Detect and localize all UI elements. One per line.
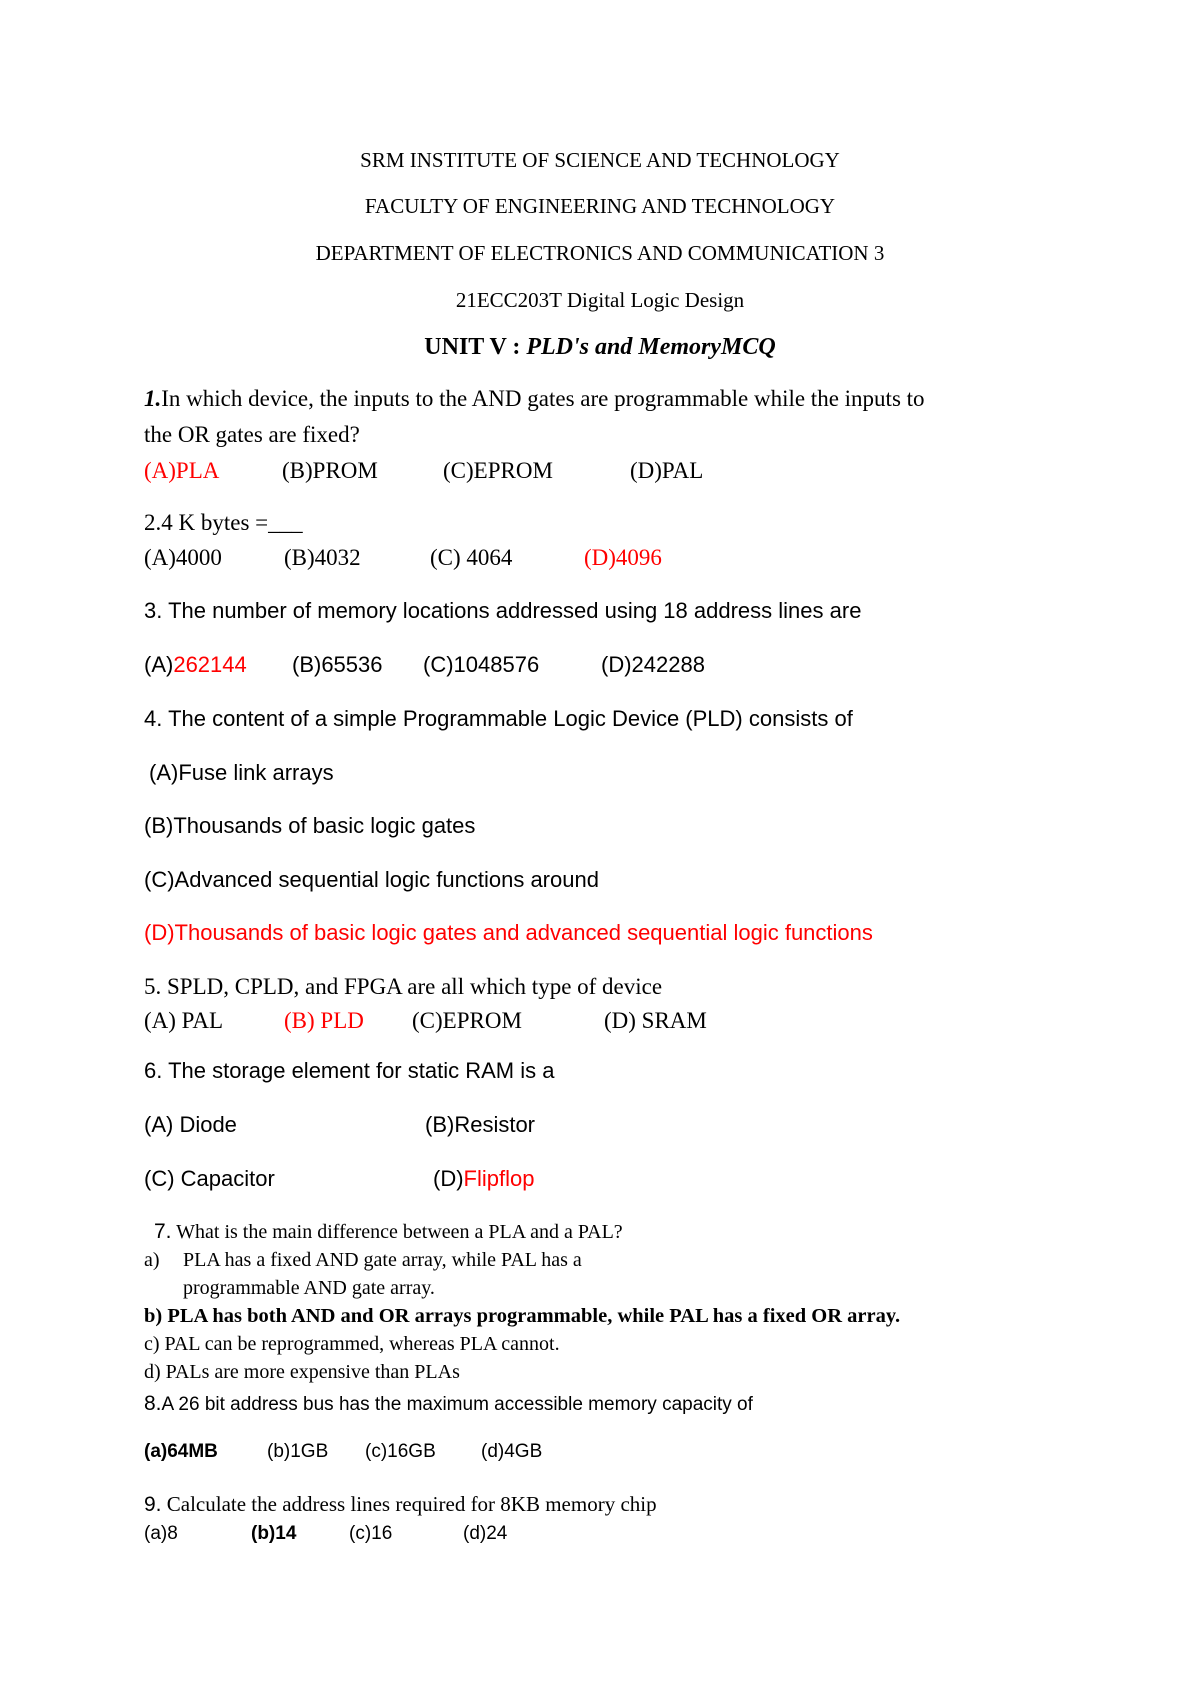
faculty-title: FACULTY OF ENGINEERING AND TECHNOLOGY	[364, 194, 836, 218]
question-2-option-b: (B)4032	[284, 545, 361, 570]
question-4-option-c: (C)Advanced sequential logic functions around	[144, 867, 599, 892]
question-1-number: 1.	[144, 386, 162, 411]
question-7-number: 7.	[154, 1220, 172, 1243]
question-2-option-a: (A)4000	[144, 545, 222, 570]
question-3-option-c: (C)1048576	[423, 652, 540, 677]
question-1-option-a: (A)PLA	[144, 458, 220, 483]
question-9-option-c: (c)16	[349, 1523, 393, 1544]
question-2-option-c: (C) 4064	[430, 545, 513, 570]
question-1-option-c: (C)EPROM	[443, 458, 553, 483]
question-1-text-line2: the OR gates are fixed?	[144, 422, 360, 447]
question-1-text: In which device, the inputs to the AND gates are programmable while the inputs to	[161, 386, 925, 411]
question-6-option-d-label: (D)	[433, 1166, 464, 1191]
question-8-option-a: (a)64MB	[144, 1441, 218, 1462]
question-7-option-a-label: a)	[144, 1249, 160, 1271]
question-3-option-a-label: (A)	[144, 652, 174, 677]
question-9	[144, 1492, 657, 1517]
question-6-option-b: (B)Resistor	[425, 1112, 536, 1137]
question-8-option-d: (d)4GB	[481, 1441, 543, 1462]
question-7-option-d: d) PALs are more expensive than PLAs	[144, 1361, 460, 1383]
question-8-option-b: (b)1GB	[267, 1441, 329, 1462]
question-3-option-a-value: 262144	[173, 652, 247, 677]
question-8-number: 8.	[144, 1392, 162, 1415]
question-5-option-b: (B) PLD	[284, 1008, 364, 1033]
question-7	[154, 1220, 623, 1244]
question-7-text: What is the main difference between a PLA and a PAL?	[171, 1221, 623, 1243]
question-9-text: Calculate the address lines required for 8KB memory chip	[161, 1492, 657, 1516]
question-6-text: 6. The storage element for static RAM is a	[144, 1058, 555, 1083]
question-6-option-a: (A) Diode	[144, 1112, 237, 1137]
question-6-option-d-value: Flipflop	[463, 1166, 535, 1191]
unit-label: UNIT V :	[424, 334, 521, 360]
question-4-option-b: (B)Thousands of basic logic gates	[144, 813, 476, 838]
question-2-option-d: (D)4096	[584, 545, 662, 570]
question-4-option-a: (A)Fuse link arrays	[149, 760, 334, 785]
question-5-option-c: (C)EPROM	[412, 1008, 522, 1033]
unit-heading	[0, 334, 1200, 361]
question-5-option-d: (D) SRAM	[604, 1008, 707, 1033]
question-1-option-d: (D)PAL	[630, 458, 704, 483]
question-7-option-a-line2: programmable AND gate array.	[183, 1277, 435, 1299]
question-3-text: 3. The number of memory locations addressed using 18 address lines are	[144, 598, 862, 623]
question-9-option-b: (b)14	[251, 1523, 297, 1544]
question-9-option-d: (d)24	[463, 1523, 508, 1544]
question-8	[144, 1392, 753, 1416]
institute-title: SRM INSTITUTE OF SCIENCE AND TECHNOLOGY	[360, 148, 840, 172]
question-5-text: 5. SPLD, CPLD, and FPGA are all which type of device	[144, 974, 663, 999]
question-8-text: A 26 bit address bus has the maximum accessible memory capacity of	[161, 1394, 753, 1415]
question-6-option-c: (C) Capacitor	[144, 1166, 275, 1191]
question-8-option-c: (c)16GB	[365, 1441, 436, 1462]
question-4-text: 4. The content of a simple Programmable Logic Device (PLD) consists of	[144, 706, 853, 731]
question-7-option-c: c) PAL can be reprogrammed, whereas PLA cannot.	[144, 1333, 560, 1355]
question-1-option-b: (B)PROM	[282, 458, 378, 483]
question-3-option-d: (D)242288	[601, 652, 705, 677]
question-9-option-a: (a)8	[144, 1523, 178, 1544]
question-2-text: 2.4 K bytes =___	[144, 510, 303, 535]
course-title: 21ECC203T Digital Logic Design	[455, 288, 745, 312]
question-3-option-b: (B)65536	[292, 652, 383, 677]
question-3-option-a	[144, 652, 247, 678]
question-4-option-d: (D)Thousands of basic logic gates and advanced sequential logic functions	[144, 920, 873, 945]
question-7-option-a-line1: PLA has a fixed AND gate array, while PAL has a	[183, 1249, 582, 1271]
question-5-option-a: (A) PAL	[144, 1008, 224, 1033]
unit-topic: PLD's and MemoryMCQ	[526, 334, 776, 360]
question-1	[144, 386, 925, 412]
question-9-number: 9.	[144, 1493, 162, 1516]
question-7-option-b: b) PLA has both AND and OR arrays programmable, while PAL has a fixed OR array.	[144, 1305, 901, 1327]
question-6-option-d	[433, 1166, 534, 1192]
department-title: DEPARTMENT OF ELECTRONICS AND COMMUNICATION 3	[315, 241, 885, 265]
